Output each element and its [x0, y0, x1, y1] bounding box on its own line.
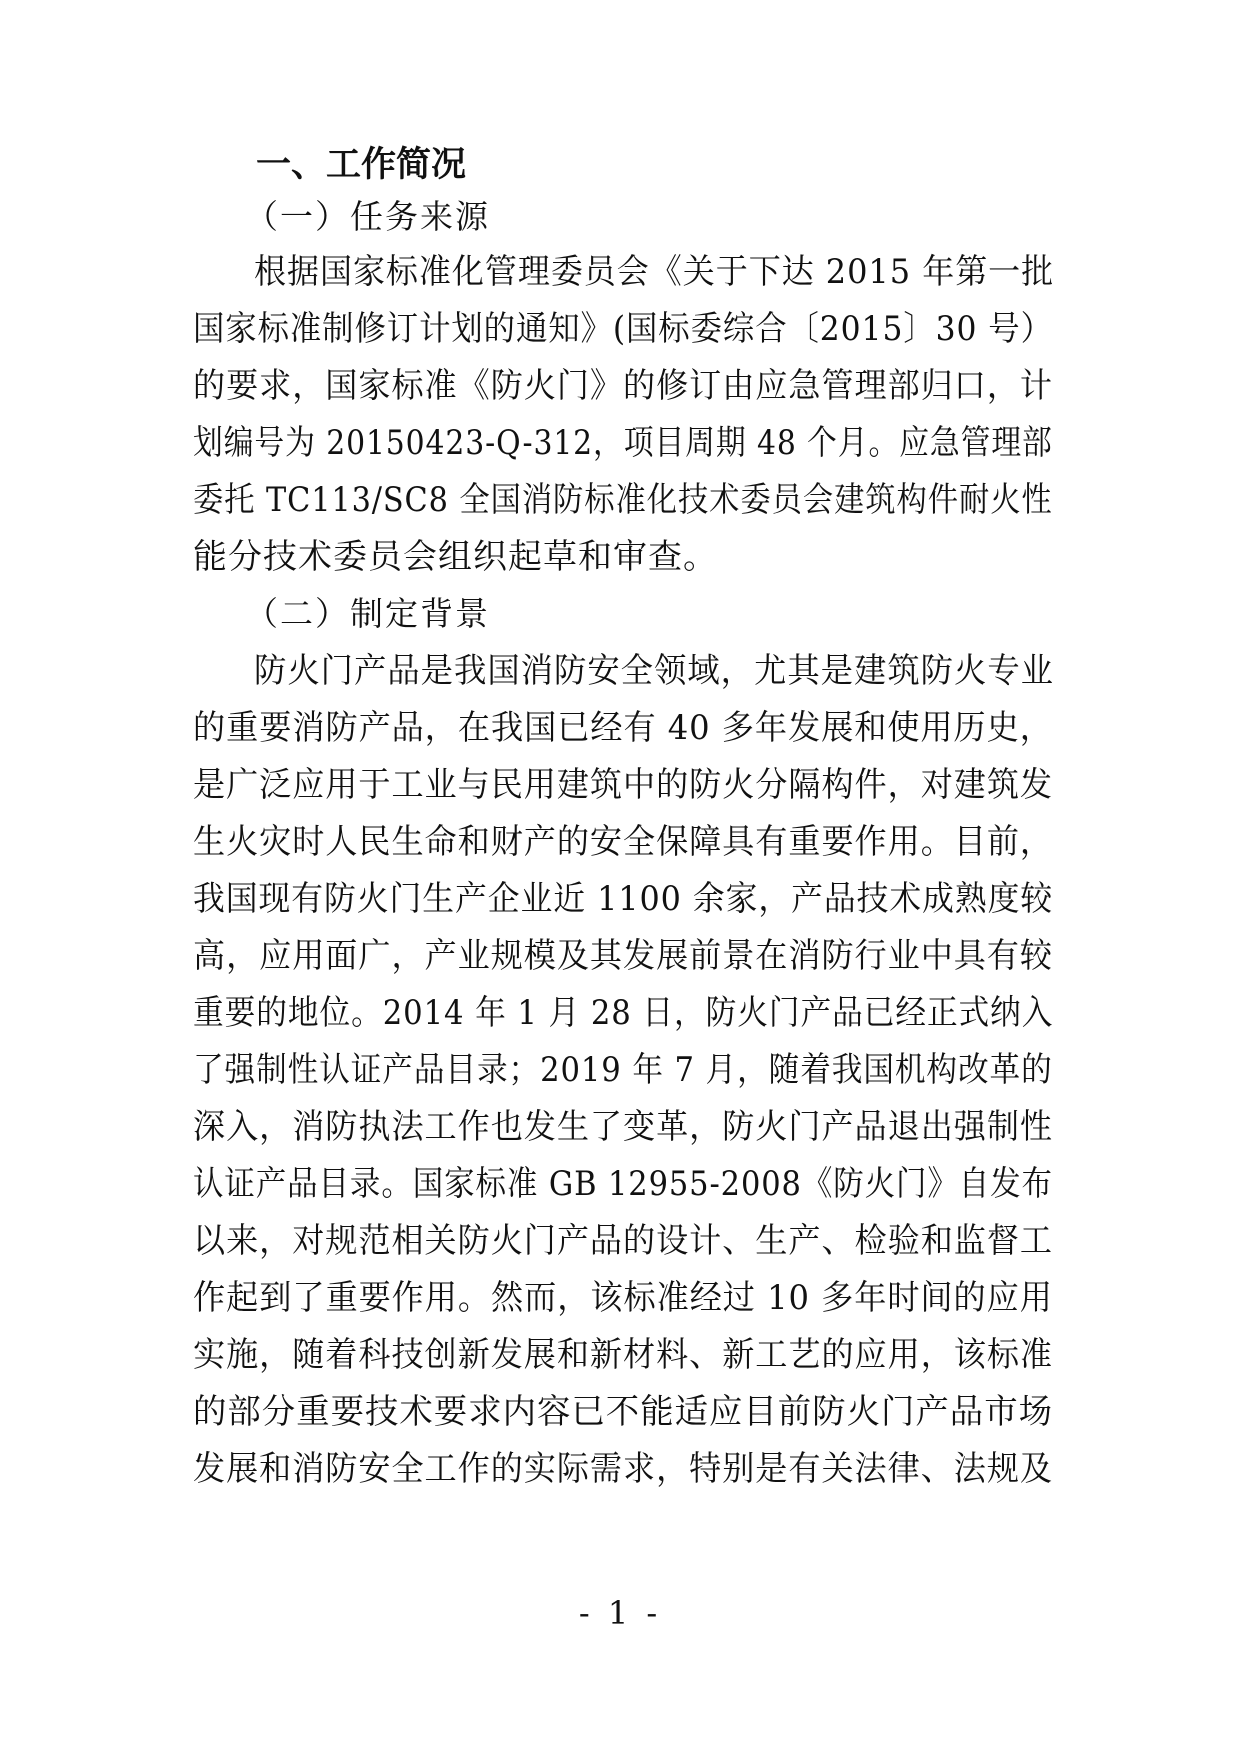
- paragraph-line: 划编号为 20150423-Q-312，项目周期 48 个月。应急管理部: [193, 423, 1053, 463]
- paragraph-line: 根据国家标准化管理委员会《关于下达 2015 年第一批: [254, 252, 1055, 292]
- paragraph-line: 作起到了重要作用。然而，该标准经过 10 多年时间的应用: [193, 1278, 1053, 1318]
- paragraph-line: 认证产品目录。国家标准 GB 12955-2008《防火门》自发布: [193, 1164, 1053, 1204]
- page-number: - 1 -: [578, 1594, 662, 1632]
- paragraph-line: 的重要消防产品，在我国已经有 40 多年发展和使用历史，: [193, 708, 1053, 748]
- paragraph-line: 深入，消防执法工作也发生了变革，防火门产品退出强制性: [193, 1107, 1053, 1147]
- paragraph-line: 是广泛应用于工业与民用建筑中的防火分隔构件，对建筑发: [193, 765, 1053, 805]
- paragraph-line: 防火门产品是我国消防安全领域，尤其是建筑防火专业: [254, 651, 1054, 691]
- subsection-title-background: （二）制定背景: [245, 594, 490, 633]
- paragraph-line: 的部分重要技术要求内容已不能适应目前防火门产品市场: [193, 1392, 1053, 1432]
- paragraph-line: 实施，随着科技创新发展和新材料、新工艺的应用，该标准: [193, 1335, 1053, 1375]
- paragraph-line: 我国现有防火门生产企业近 1100 余家，产品技术成熟度较: [193, 879, 1054, 919]
- paragraph-line: 生火灾时人民生命和财产的安全保障具有重要作用。目前，: [193, 822, 1053, 862]
- paragraph-line: 发展和消防安全工作的实际需求，特别是有关法律、法规及: [193, 1449, 1053, 1489]
- paragraph-line: 重要的地位。2014 年 1 月 28 日，防火门产品已经正式纳入: [193, 993, 1054, 1033]
- paragraph-line: 高，应用面广，产业规模及其发展前景在消防行业中具有较: [193, 936, 1053, 976]
- paragraph-line: 以来，对规范相关防火门产品的设计、生产、检验和监督工: [193, 1221, 1053, 1261]
- paragraph-line: 了强制性认证产品目录；2019 年 7 月，随着我国机构改革的: [193, 1050, 1053, 1090]
- paragraph-line: 能分技术委员会组织起草和审查。: [193, 537, 718, 577]
- section-heading: 一、工作简况: [256, 145, 467, 185]
- paragraph-line: 国家标准制修订计划的通知》(国标委综合〔2015〕30 号）: [193, 309, 1053, 349]
- paragraph-line: 委托 TC113/SC8 全国消防标准化技术委员会建筑构件耐火性: [193, 480, 1053, 520]
- paragraph-line: 的要求，国家标准《防火门》的修订由应急管理部归口，计: [193, 366, 1053, 406]
- subsection-title-task-source: （一）任务来源: [245, 197, 490, 236]
